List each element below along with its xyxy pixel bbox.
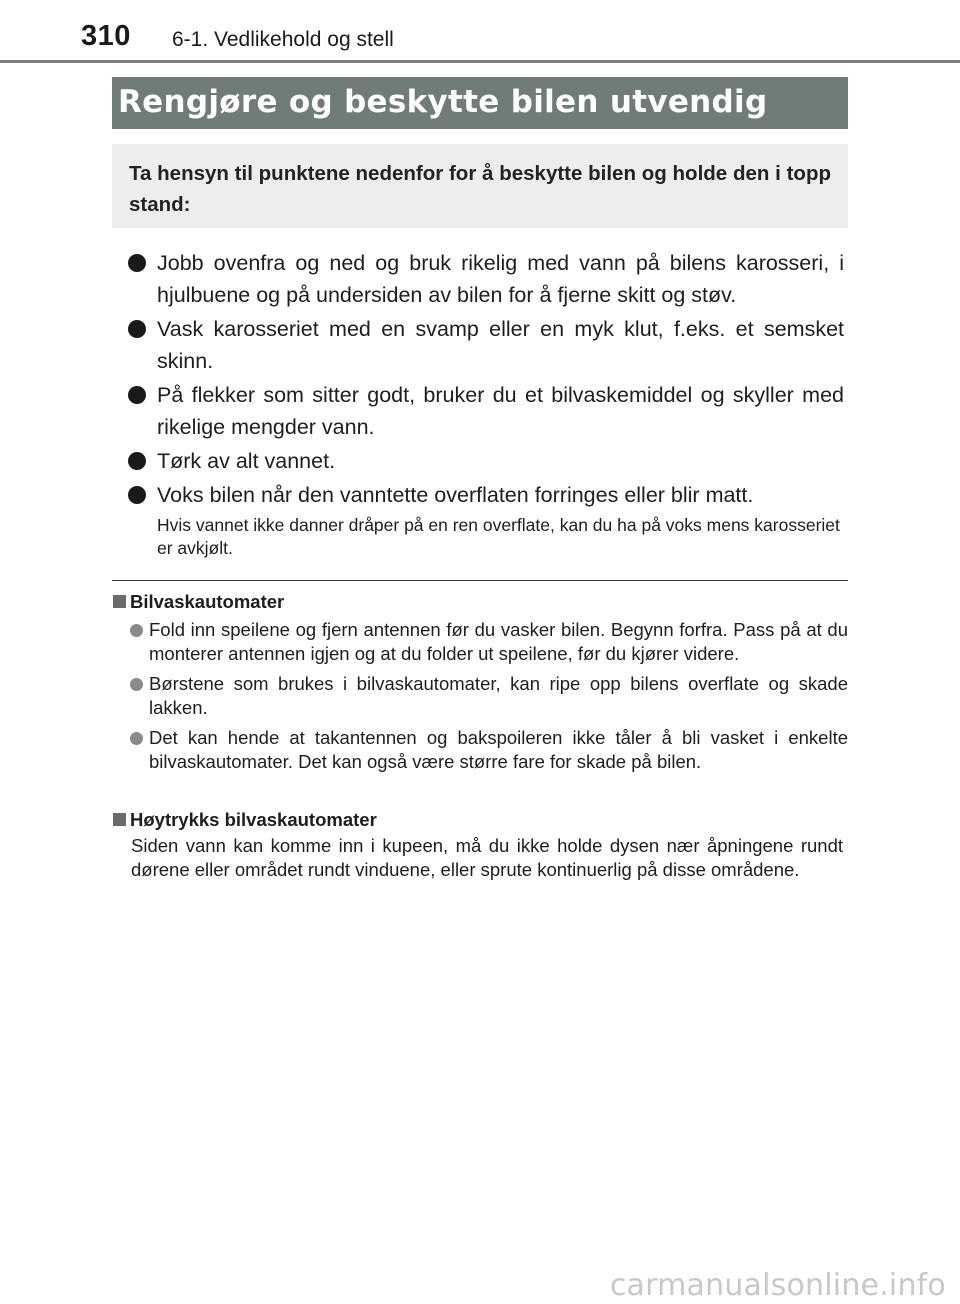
bullet-icon <box>128 486 146 504</box>
dot-bullet-icon <box>130 732 143 745</box>
section-list-item-text: Det kan hende at takantennen og bakspoileren ikke tåler å bli vasket i enkelte bilvaskautomater. Det kan også være større fare for skade på bilen. <box>149 727 848 772</box>
bullet-icon <box>128 452 146 470</box>
section-heading-text: Bilvaskautomater <box>130 591 285 612</box>
intro-text: Ta hensyn til punktene nedenfor for å beskytte bilen og holde den i topp stand: <box>129 162 831 216</box>
page-header <box>0 0 960 64</box>
section-list-item <box>112 672 848 720</box>
main-list <box>128 247 844 513</box>
section-list-item-text: Børstene som brukes i bilvaskautomater, kan ripe opp bilens overflate og skade lakken. <box>149 673 848 718</box>
list-item <box>128 479 844 511</box>
section-divider <box>112 580 848 581</box>
note-text: Hvis vannet ikke danner dråper på en ren overflate, kan du ha på voks mens karosseriet er avkjølt. <box>157 515 840 558</box>
list-item-text: Voks bilen når den vanntette overflaten forringes eller blir matt. <box>157 483 754 507</box>
page-number: 310 <box>81 20 131 52</box>
section-heading-text: Høytrykks bilvaskautomater <box>130 809 377 830</box>
section-high-pressure-wash <box>112 808 848 882</box>
section-car-wash <box>112 590 848 780</box>
section-list <box>112 618 848 774</box>
list-item-text: Jobb ovenfra og ned og bruk rikelig med vann på bilens karosseri, i hjulbuene og på undersiden av bilen for å fjerne skitt og støv. <box>157 251 844 307</box>
list-item-text: På flekker som sitter godt, bruker du et bilvaskemiddel og skyller med rikelige mengder vann. <box>157 383 844 439</box>
list-item <box>128 247 844 311</box>
header-rule <box>0 60 960 63</box>
dot-bullet-icon <box>130 678 143 691</box>
bullet-icon <box>128 386 146 404</box>
list-item <box>128 313 844 377</box>
section-list-item-text: Fold inn speilene og fjern antennen før du vasker bilen. Begynn forfra. Pass på at du monterer antennen igjen og at du folder ut speilene, før du kjører videre. <box>149 619 848 664</box>
section-label: 6-1. Vedlikehold og stell <box>172 28 394 51</box>
square-bullet-icon <box>113 595 126 608</box>
section-list-item <box>112 726 848 774</box>
list-item-text: Vask karosseriet med en svamp eller en myk klut, f.eks. et semsket skinn. <box>157 317 844 373</box>
bullet-icon <box>128 254 146 272</box>
watermark: carmanualsonline.info <box>609 1268 946 1303</box>
list-item-text: Tørk av alt vannet. <box>157 449 336 473</box>
bullet-icon <box>128 320 146 338</box>
section-heading <box>112 808 848 832</box>
title-banner <box>112 77 848 129</box>
page-title: Rengjøre og beskytte bilen utvendig <box>118 84 768 120</box>
section-heading <box>112 590 848 614</box>
dot-bullet-icon <box>130 624 143 637</box>
list-item <box>128 379 844 443</box>
section-list-item <box>112 618 848 666</box>
section-paragraph: Siden vann kan komme inn i kupeen, må du ikke holde dysen nær åpningene rundt dørene eller området rundt vinduene, eller sprute kontinuerlig på disse områdene. <box>131 835 843 880</box>
intro-box <box>112 144 848 228</box>
list-item <box>128 445 844 477</box>
square-bullet-icon <box>113 813 126 826</box>
